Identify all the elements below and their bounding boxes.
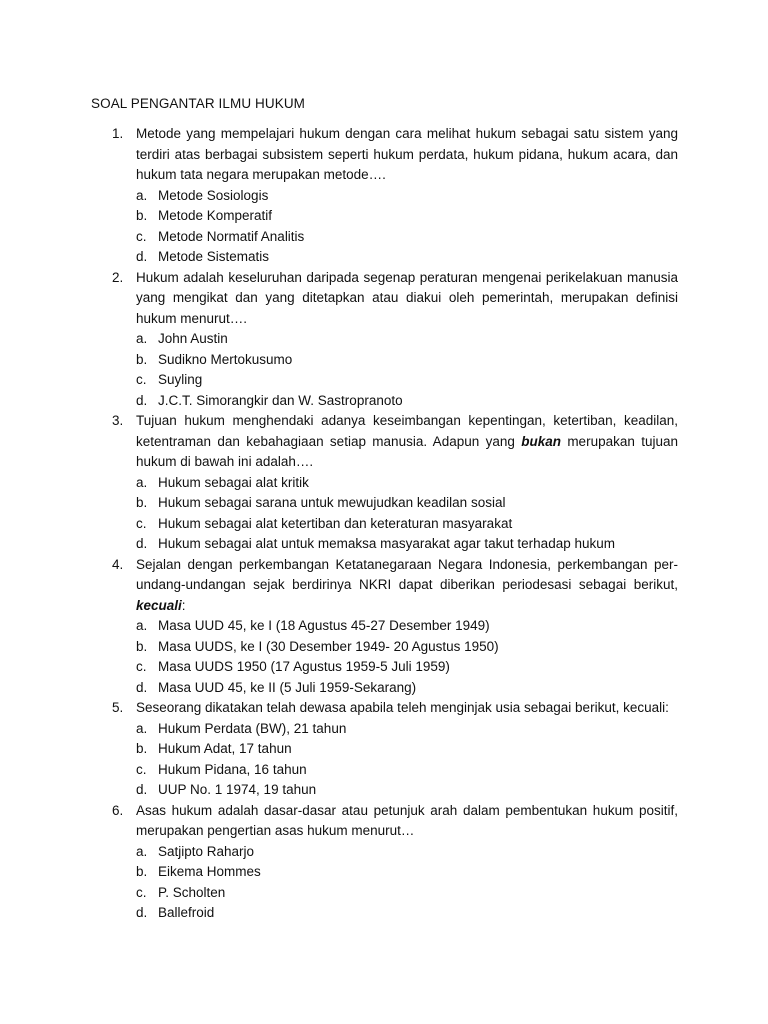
option-text: Suyling <box>158 372 203 387</box>
option-item <box>136 678 678 699</box>
option-text: J.C.T. Simorangkir dan W. Sastropranoto <box>158 392 403 408</box>
option-list <box>136 616 678 698</box>
option-text: Hukum sebagai alat kritik <box>158 474 309 490</box>
option-item <box>136 842 678 863</box>
option-letter: c. <box>136 761 147 777</box>
option-item <box>136 329 678 350</box>
option-letter: a. <box>136 720 148 736</box>
option-text: Masa UUD 45, ke I (18 Agustus 45-27 Desember 1949) <box>158 618 490 633</box>
option-text: Masa UUDS 1950 (17 Agustus 1959-5 Juli 1959) <box>158 659 450 674</box>
question-list <box>112 124 678 924</box>
option-text: Metode Sistematis <box>158 249 270 264</box>
question-number: 4. <box>112 556 124 572</box>
option-item <box>136 206 678 227</box>
question-text: Tujuan hukum menghendaki adanya keseimbangan kepentingan, ketertiban, keadilan, ketentraman dan kebahagiaan setiap manusia. Adapun yang bukan merupakan tujuan hukum di bawah ini adalah…. <box>136 413 678 469</box>
question-text: Seseorang dikatakan telah dewasa apabila teleh menginjak usia sebagai berikut, kecuali: <box>136 700 669 715</box>
option-item <box>136 760 678 781</box>
option-list <box>136 473 678 555</box>
option-item <box>136 719 678 740</box>
option-item <box>136 473 678 494</box>
option-letter: a. <box>136 618 148 633</box>
emphasized-word: kecuali <box>136 597 182 613</box>
option-text: Hukum Pidana, 16 tahun <box>158 761 307 777</box>
question-text: Hukum adalah keseluruhan daripada segenap peraturan mengenai perikelakuan manusia yang mengikat dan yang ditetapkan atau diakui oleh pemerintah, merupakan definisi hukum menurut…. <box>136 269 678 326</box>
question-item <box>112 124 678 268</box>
option-item <box>136 616 678 637</box>
option-letter: a. <box>136 474 148 490</box>
question-item <box>112 698 678 801</box>
option-list <box>136 329 678 411</box>
option-text: Sudikno Mertokusumo <box>158 351 293 367</box>
option-text: Masa UUD 45, ke II (5 Juli 1959-Sekarang) <box>158 679 417 695</box>
option-letter: d. <box>136 249 148 264</box>
question-number: 5. <box>112 700 124 715</box>
option-text: Metode Normatif Analitis <box>158 228 305 244</box>
option-text: Eikema Hommes <box>158 864 261 879</box>
option-text: Satjipto Raharjo <box>158 843 255 859</box>
option-item <box>136 903 678 924</box>
page-title: SOAL PENGANTAR ILMU HUKUM <box>91 96 306 111</box>
option-item <box>136 739 678 760</box>
option-item <box>136 534 678 555</box>
question-item <box>112 801 678 924</box>
option-letter: b. <box>136 638 148 654</box>
option-letter: c. <box>136 228 147 244</box>
option-text: John Austin <box>158 331 228 346</box>
option-letter: c. <box>136 515 147 531</box>
option-item <box>136 657 678 678</box>
question-text: Metode yang mempelajari hukum dengan cara melihat hukum sebagai satu sistem yang terdiri atas berbagai subsistem seperti hukum perdata, hukum pidana, hukum acara, dan hukum tata negara merupakan metode…. <box>136 126 678 182</box>
option-item <box>136 370 678 391</box>
option-letter: a. <box>136 843 148 859</box>
option-item <box>136 514 678 535</box>
option-letter: d. <box>136 392 148 408</box>
question-item <box>112 555 678 699</box>
option-list <box>136 842 678 924</box>
option-letter: d. <box>136 782 148 797</box>
emphasized-word: bukan <box>521 433 561 449</box>
question-text: Sejalan dengan perkembangan Ketatanegaraan Negara Indonesia, perkembangan per-undang-undangan sejak berdirinya NKRI dapat diberikan periodesasi sebagai berikut, kecuali: <box>136 556 678 613</box>
option-list <box>136 719 678 801</box>
option-text: Hukum Adat, 17 tahun <box>158 741 292 756</box>
option-text: Ballefroid <box>158 905 215 920</box>
question-number: 6. <box>112 802 124 818</box>
option-list <box>136 186 678 268</box>
option-item <box>136 247 678 268</box>
option-item <box>136 780 678 801</box>
option-item <box>136 637 678 658</box>
question-item <box>112 411 678 555</box>
option-item <box>136 227 678 248</box>
option-text: Hukum sebagai alat ketertiban dan keteraturan masyarakat <box>158 515 513 531</box>
option-letter: a. <box>136 187 148 203</box>
option-text: Hukum sebagai alat untuk memaksa masyarakat agar takut terhadap hukum <box>158 536 615 551</box>
question-number: 2. <box>112 269 124 285</box>
question-number: 3. <box>112 413 124 428</box>
option-text: Masa UUDS, ke I (30 Desember 1949- 20 Agustus 1950) <box>158 638 499 654</box>
option-letter: b. <box>136 741 148 756</box>
option-text: Metode Komperatif <box>158 208 273 223</box>
option-item <box>136 493 678 514</box>
option-letter: a. <box>136 331 148 346</box>
option-letter: b. <box>136 864 148 879</box>
option-letter: d. <box>136 679 148 695</box>
option-letter: d. <box>136 905 148 920</box>
option-text: Hukum Perdata (BW), 21 tahun <box>158 720 347 736</box>
option-item <box>136 350 678 371</box>
question-item <box>112 268 678 412</box>
option-letter: c. <box>136 659 147 674</box>
option-letter: b. <box>136 495 148 510</box>
question-text: Asas hukum adalah dasar-dasar atau petunjuk arah dalam pembentukan hukum positif, merupakan pengertian asas hukum menurut… <box>136 802 678 838</box>
option-letter: d. <box>136 536 148 551</box>
option-letter: b. <box>136 351 148 367</box>
option-item <box>136 391 678 412</box>
option-text: UUP No. 1 1974, 19 tahun <box>158 782 317 797</box>
option-letter: c. <box>136 372 147 387</box>
option-item <box>136 186 678 207</box>
option-text: P. Scholten <box>158 884 226 900</box>
option-letter: c. <box>136 884 147 900</box>
option-text: Hukum sebagai sarana untuk mewujudkan keadilan sosial <box>158 495 506 510</box>
question-number: 1. <box>112 126 124 141</box>
option-item <box>136 862 678 883</box>
option-item <box>136 883 678 904</box>
option-letter: b. <box>136 208 148 223</box>
option-text: Metode Sosiologis <box>158 187 269 203</box>
